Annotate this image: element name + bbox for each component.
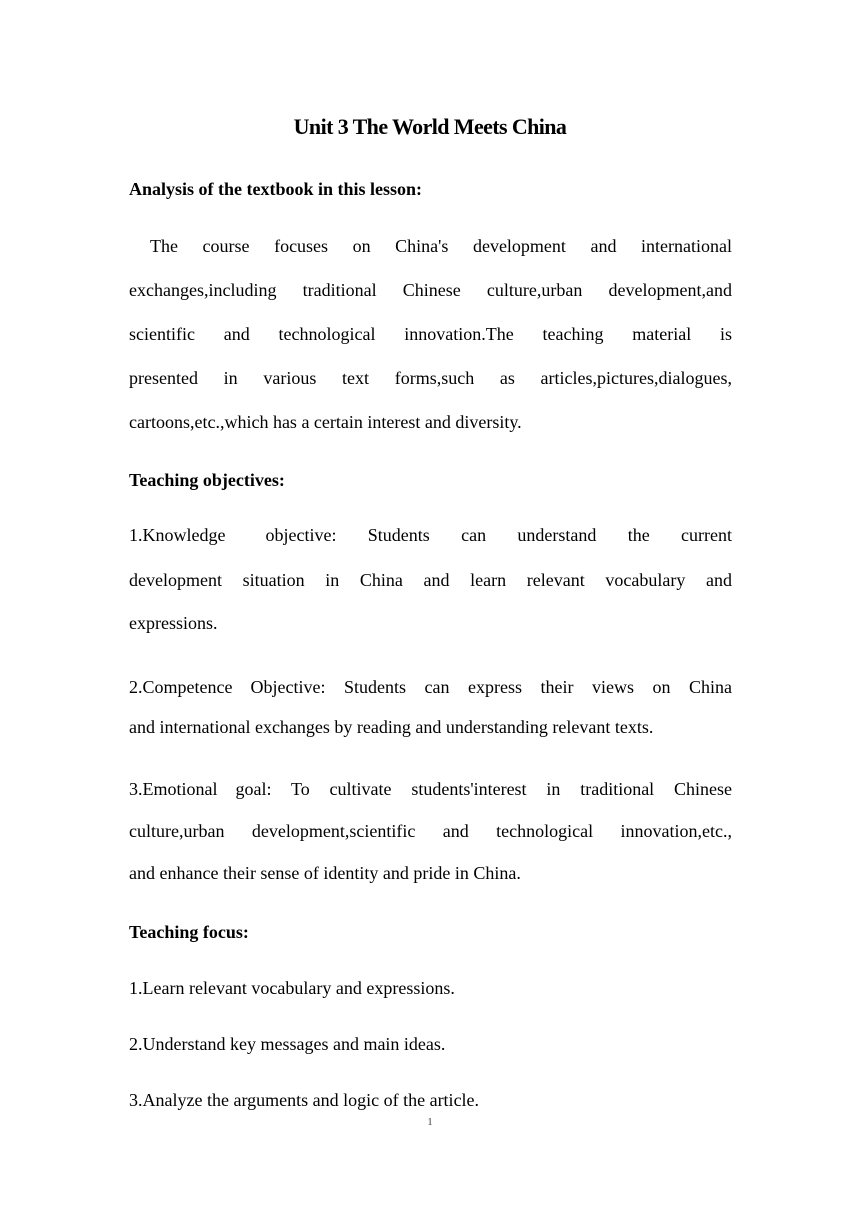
analysis-line: scientific and technological innovation.The teaching material is xyxy=(129,324,732,344)
document-title: Unit 3 The World Meets China xyxy=(293,114,567,139)
analysis-line: presented in various text forms,such as articles,pictures,dialogues, xyxy=(129,368,732,388)
competence-objective-text: Objective: Students can express their views on China xyxy=(250,677,732,697)
knowledge-objective-line xyxy=(129,515,732,555)
competence-objective-label: 2.Competence xyxy=(129,677,233,697)
emotional-objective-line: culture,urban development,scientific and technological innovation,etc., xyxy=(129,821,732,841)
emotional-objective xyxy=(129,768,732,894)
competence-objective-line: and international exchanges by reading and understanding relevant texts. xyxy=(129,717,654,737)
focus-item: 3.Analyze the arguments and logic of the article. xyxy=(129,1090,480,1110)
knowledge-objective-line: expressions. xyxy=(129,613,218,633)
knowledge-objective-text: objective: Students can understand the current xyxy=(265,525,732,545)
competence-objective-line xyxy=(129,667,732,707)
knowledge-objective xyxy=(129,515,732,641)
emotional-objective-label: 3.Emotional xyxy=(129,779,218,799)
analysis-heading: Analysis of the textbook in this lesson: xyxy=(129,179,423,199)
objectives-heading: Teaching objectives: xyxy=(129,470,285,490)
focus-item: 1.Learn relevant vocabulary and expressions. xyxy=(129,978,455,998)
knowledge-objective-line: development situation in China and learn relevant vocabulary and xyxy=(129,570,732,590)
analysis-line: cartoons,etc.,which has a certain interest and diversity. xyxy=(129,412,522,432)
focus-heading: Teaching focus: xyxy=(129,922,249,942)
page-number: 1 xyxy=(427,1117,433,1128)
emotional-objective-line xyxy=(129,768,732,810)
analysis-line: The course focuses on China's development and international xyxy=(150,236,732,256)
analysis-line: exchanges,including traditional Chinese culture,urban development,and xyxy=(129,280,732,300)
focus-item: 2.Understand key messages and main ideas. xyxy=(129,1034,446,1054)
analysis-paragraph xyxy=(129,224,732,444)
competence-objective xyxy=(129,667,732,747)
knowledge-objective-label: 1.Knowledge xyxy=(129,525,226,545)
emotional-objective-text: goal: To cultivate students'interest in traditional Chinese xyxy=(235,779,732,799)
emotional-objective-line: and enhance their sense of identity and pride in China. xyxy=(129,863,521,883)
